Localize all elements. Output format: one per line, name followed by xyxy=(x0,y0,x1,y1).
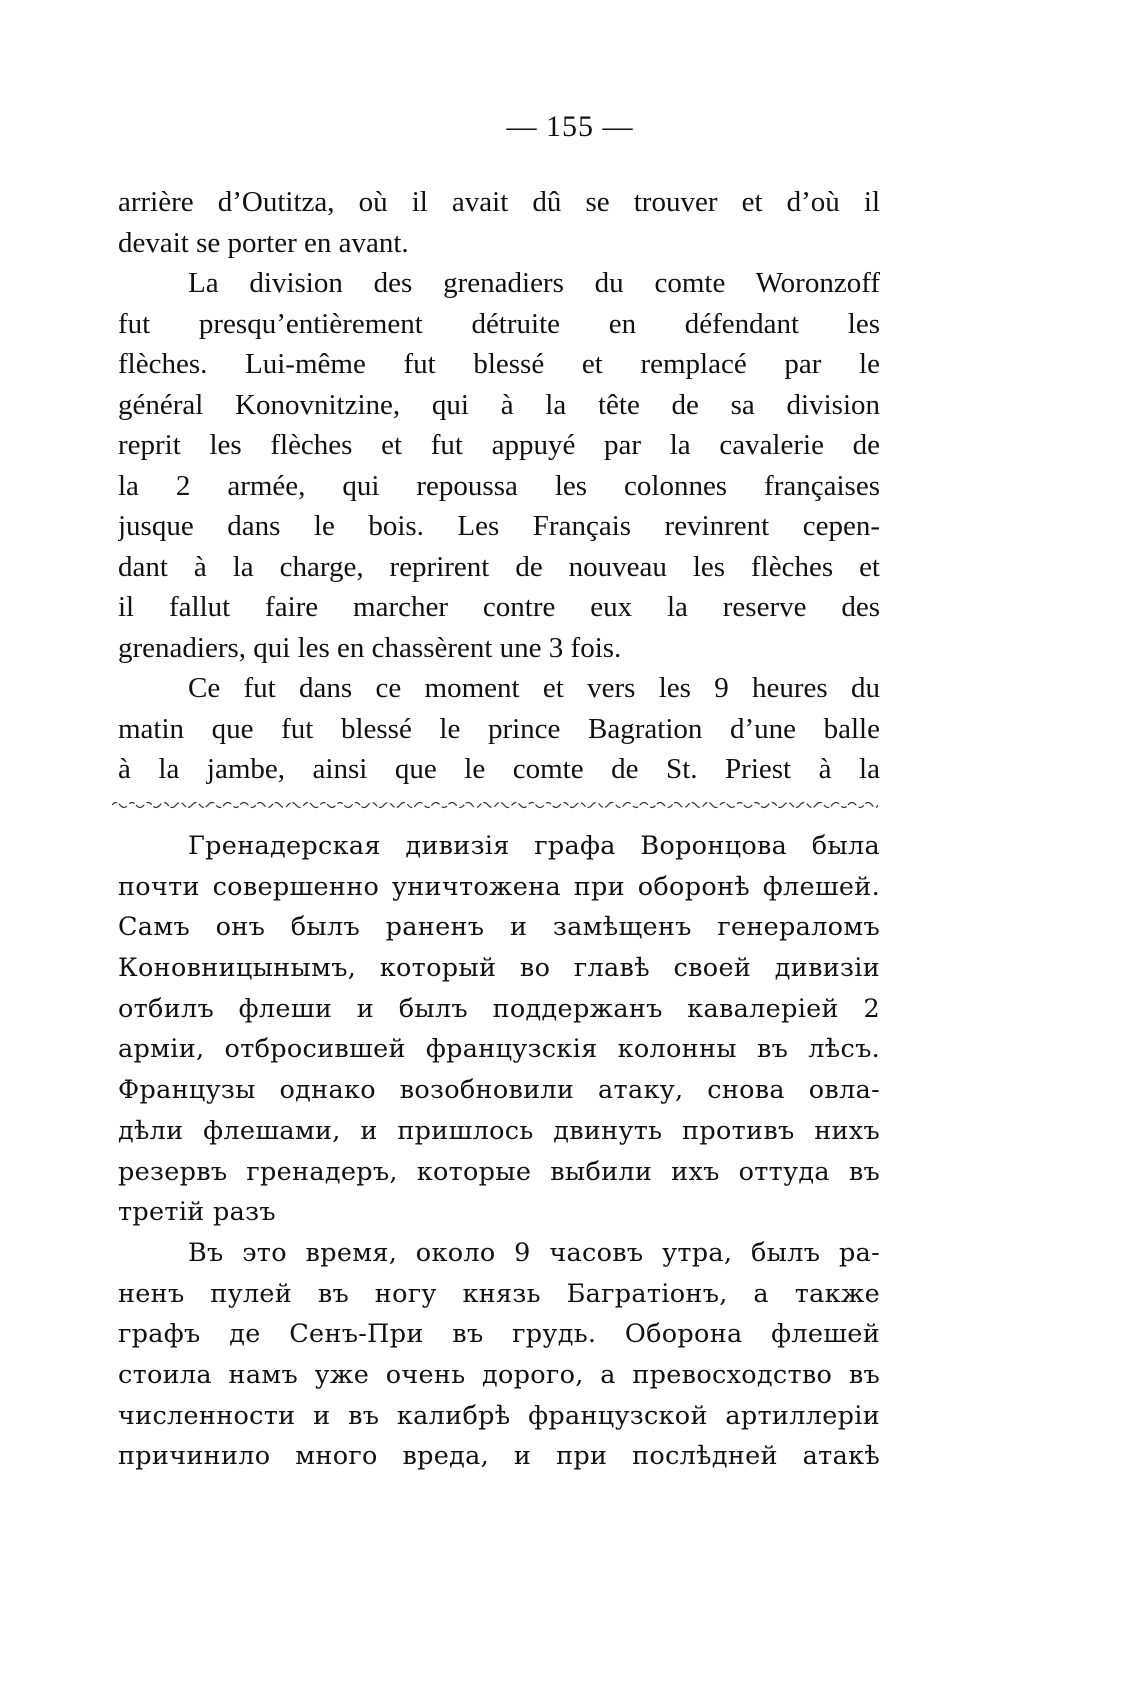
french-line: à la jambe, ainsi que le comte de St. Priest à la xyxy=(118,753,880,785)
russian-line: графъ де Сенъ-При въ грудь. Оборона флешей xyxy=(118,1319,880,1350)
french-line: Ce fut dans ce moment et vers les 9 heures du xyxy=(188,672,880,704)
french-line: matin que fut blessé le prince Bagration d’une balle xyxy=(118,712,880,745)
french-line: devait se porter en avant. xyxy=(118,226,409,259)
page-number: — 155 — xyxy=(506,110,634,143)
russian-line: Въ это время, около 9 часовъ утра, былъ ра- xyxy=(188,1237,880,1268)
russian-line: резервъ гренадеръ, которые выбили ихъ оттуда въ xyxy=(118,1156,880,1187)
french-line: flèches. Lui-même fut blessé et remplacé par le xyxy=(118,348,880,380)
french-line: grenadiers, qui les en chassèrent une 3 fois. xyxy=(118,631,622,664)
french-line: reprit les flèches et fut appuyé par la cavalerie de xyxy=(118,429,880,461)
wavy-divider xyxy=(112,800,878,810)
french-line: général Konovnitzine, qui à la tête de sa division xyxy=(118,388,880,421)
french-line: arrière d’Outitza, où il avait dû se trouver et d’où il xyxy=(118,186,880,218)
russian-line: арміи, отбросившей французскія колонны въ лѣсъ. xyxy=(118,1034,880,1065)
russian-line: почти совершенно уничтожена при оборонѣ флешей. xyxy=(118,871,880,902)
russian-line: Коновницынымъ, который во главѣ своей дивизіи xyxy=(118,953,880,984)
french-text xyxy=(118,182,880,790)
russian-line: Гренадерская дивизія графа Воронцова была xyxy=(188,831,880,861)
french-line: la 2 armée, qui repoussa les colonnes françaises xyxy=(118,469,880,502)
russian-text xyxy=(118,826,880,1477)
french-line: fut presqu’entièrement détruite en défendant les xyxy=(118,307,880,340)
russian-line: третій разъ xyxy=(118,1197,276,1228)
french-line: il fallut faire marcher contre eux la reserve des xyxy=(118,591,880,623)
french-line: jusque dans le bois. Les Français revinrent cepen- xyxy=(118,510,880,542)
russian-line: Французы однако возобновили атаку, снова овла- xyxy=(118,1075,880,1106)
french-line: La division des grenadiers du comte Woronzoff xyxy=(188,267,880,299)
french-line: dant à la charge, reprirent de nouveau les flèches et xyxy=(118,550,880,583)
russian-line: причинило много вреда, и при послѣдней атакѣ xyxy=(118,1441,880,1472)
russian-line: стоила намъ уже очень дорого, а превосходство въ xyxy=(118,1359,880,1390)
russian-line: ненъ пулей въ ногу князь Багратіонъ, а также xyxy=(118,1278,880,1309)
russian-line: Самъ онъ былъ раненъ и замѣщенъ генераломъ xyxy=(118,912,880,943)
russian-line: численности и въ калибрѣ французской артиллеріи xyxy=(118,1400,880,1431)
russian-line: дѣли флешами, и пришлось двинуть противъ нихъ xyxy=(118,1115,880,1146)
russian-line: отбилъ флеши и былъ поддержанъ кавалеріей 2 xyxy=(118,993,880,1024)
